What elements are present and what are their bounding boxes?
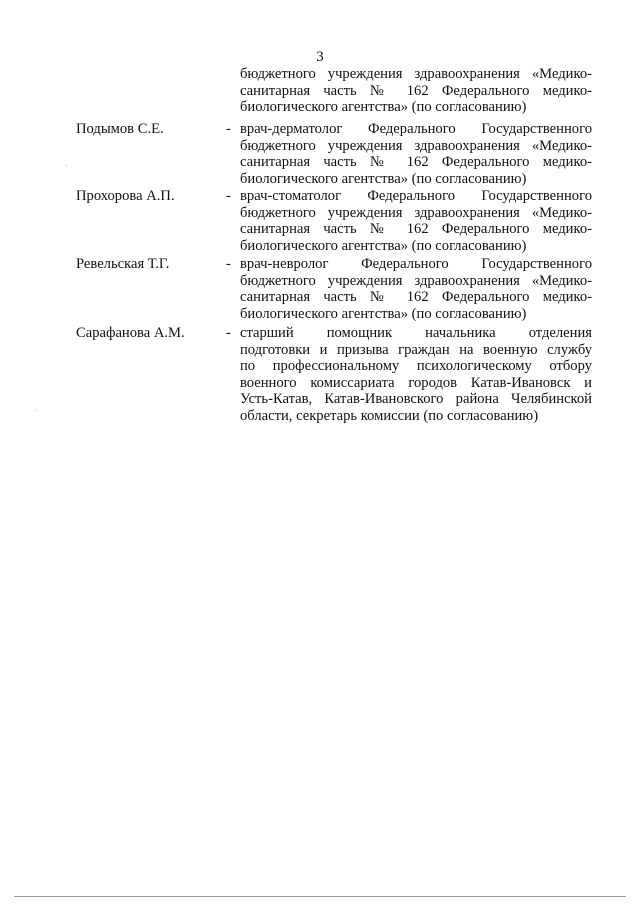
position-line: бюджетного учреждения здравоохранения «Медико-: [240, 204, 592, 221]
position-line: старший помощник начальника отделения: [240, 325, 592, 341]
continuation-line: санитарная часть № 162 Федерального медико-: [240, 82, 592, 99]
member-name: Сарафанова А.М.: [76, 325, 185, 341]
scan-speck: [35, 410, 36, 411]
member-dash: -: [226, 256, 231, 272]
position-line: биологического агентства» (по согласованию): [240, 305, 527, 322]
position-line: биологического агентства» (по согласованию): [240, 170, 527, 187]
member-position: [240, 188, 592, 254]
member-position: [240, 121, 592, 187]
member-name: Подымов С.Е.: [76, 121, 164, 137]
position-line: бюджетного учреждения здравоохранения «Медико-: [240, 137, 592, 154]
position-line: санитарная часть № 162 Федерального медико-: [240, 221, 592, 237]
continuation-paragraph: [240, 66, 592, 116]
position-line: подготовки и призыва граждан на военную службу: [240, 341, 592, 358]
position-line: Усть-Катав, Катав-Ивановского района Челябинской: [240, 391, 592, 407]
member-dash: -: [226, 121, 231, 137]
position-line: врач-дерматолог Федерального Государственного: [240, 121, 592, 137]
continuation-line: бюджетного учреждения здравоохранения «Медико-: [240, 66, 592, 82]
position-line: области, секретарь комиссии (по согласованию): [240, 407, 539, 424]
member-name: Ревельская Т.Г.: [76, 256, 170, 272]
page-number: 3: [316, 49, 324, 65]
position-line: биологического агентства» (по согласованию): [240, 237, 527, 254]
scan-speck: [66, 165, 67, 166]
position-line: военного комиссариата городов Катав-Ивановск и: [240, 374, 592, 391]
member-name: Прохорова А.П.: [76, 188, 175, 204]
member-dash: -: [226, 188, 231, 204]
position-line: врач-невролог Федерального Государственного: [240, 256, 592, 272]
position-line: по профессиональному психологическому отбору: [240, 358, 592, 374]
member-position: [240, 325, 592, 424]
position-line: бюджетного учреждения здравоохранения «Медико-: [240, 272, 592, 289]
member-dash: -: [226, 325, 231, 341]
scan-bottom-edge: [14, 896, 626, 897]
position-line: санитарная часть № 162 Федерального медико-: [240, 154, 592, 170]
position-line: врач-стоматолог Федерального Государственного: [240, 188, 592, 204]
member-position: [240, 256, 592, 322]
continuation-line: биологического агентства» (по согласованию): [240, 99, 527, 115]
position-line: санитарная часть № 162 Федерального медико-: [240, 289, 592, 305]
